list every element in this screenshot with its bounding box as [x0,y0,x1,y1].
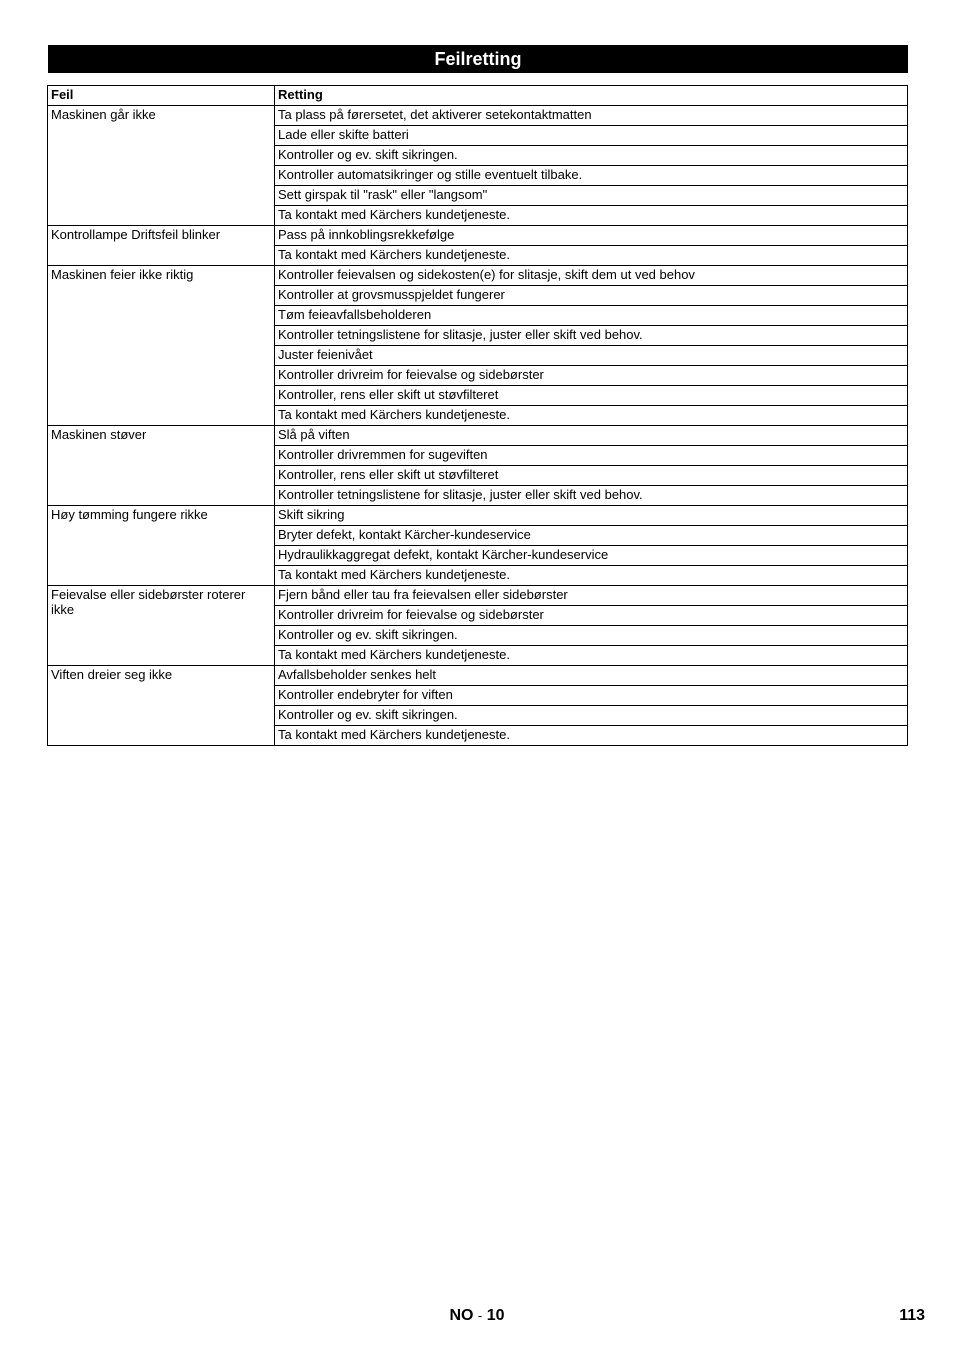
fault-cell: Viften dreier seg ikke [48,666,275,746]
fault-cell: Kontrollampe Driftsfeil blinker [48,226,275,266]
remedy-cell: Lade eller skifte batteri [275,126,908,146]
troubleshooting-table [47,85,908,746]
remedy-cell: Ta kontakt med Kärchers kundetjeneste. [275,406,908,426]
remedy-cell: Tøm feieavfallsbeholderen [275,306,908,326]
remedy-cell: Ta plass på førersetet, det aktiverer setekontaktmatten [275,106,908,126]
remedy-cell: Ta kontakt med Kärchers kundetjeneste. [275,726,908,746]
remedy-cell: Kontroller drivreim for feievalse og sidebørster [275,366,908,386]
page-footer-section [0,1307,954,1325]
remedy-cell: Kontroller tetningslistene for slitasje, juster eller skift ved behov. [275,486,908,506]
remedy-cell: Kontroller feievalsen og sidekosten(e) for slitasje, skift dem ut ved behov [275,266,908,286]
table-header-row [48,86,908,106]
remedy-cell: Kontroller at grovsmusspjeldet fungerer [275,286,908,306]
column-header-remedy: Retting [275,86,908,106]
fault-cell: Feievalse eller sidebørster roterer ikke [48,586,275,666]
remedy-cell: Ta kontakt med Kärchers kundetjeneste. [275,246,908,266]
remedy-cell: Kontroller automatsikringer og stille eventuelt tilbake. [275,166,908,186]
table-row [48,226,908,246]
fault-cell: Maskinen går ikke [48,106,275,226]
remedy-cell: Kontroller drivreim for feievalse og sidebørster [275,606,908,626]
remedy-cell: Kontroller, rens eller skift ut støvfilteret [275,386,908,406]
remedy-cell: Kontroller og ev. skift sikringen. [275,626,908,646]
table-body [48,106,908,746]
remedy-cell: Ta kontakt med Kärchers kundetjeneste. [275,566,908,586]
footer-language: NO [449,1307,474,1324]
remedy-cell: Slå på viften [275,426,908,446]
table-row [48,426,908,446]
table-row [48,266,908,286]
table-row [48,106,908,126]
section-title: Feilretting [48,45,908,73]
remedy-cell: Kontroller og ev. skift sikringen. [275,146,908,166]
remedy-cell: Kontroller og ev. skift sikringen. [275,706,908,726]
remedy-cell: Kontroller endebryter for viften [275,686,908,706]
footer-section-page: 10 [486,1307,505,1324]
remedy-cell: Juster feienivået [275,346,908,366]
remedy-cell: Hydraulikkaggregat defekt, kontakt Kärcher-kundeservice [275,546,908,566]
fault-cell: Maskinen feier ikke riktig [48,266,275,426]
remedy-cell: Kontroller tetningslistene for slitasje, juster eller skift ved behov. [275,326,908,346]
remedy-cell: Avfallsbeholder senkes helt [275,666,908,686]
table-row [48,666,908,686]
remedy-cell: Pass på innkoblingsrekkefølge [275,226,908,246]
remedy-cell: Fjern bånd eller tau fra feievalsen eller sidebørster [275,586,908,606]
table-row [48,586,908,606]
fault-cell: Maskinen støver [48,426,275,506]
remedy-cell: Ta kontakt med Kärchers kundetjeneste. [275,646,908,666]
table-row [48,506,908,526]
fault-cell: Høy tømming fungere rikke [48,506,275,586]
remedy-cell: Sett girspak til "rask" eller "langsom" [275,186,908,206]
remedy-cell: Skift sikring [275,506,908,526]
column-header-fault: Feil [48,86,275,106]
remedy-cell: Kontroller drivremmen for sugeviften [275,446,908,466]
remedy-cell: Kontroller, rens eller skift ut støvfilteret [275,466,908,486]
footer-separator: - [477,1308,483,1323]
remedy-cell: Ta kontakt med Kärchers kundetjeneste. [275,206,908,226]
remedy-cell: Bryter defekt, kontakt Kärcher-kundeservice [275,526,908,546]
page-number: 113 [899,1307,925,1324]
